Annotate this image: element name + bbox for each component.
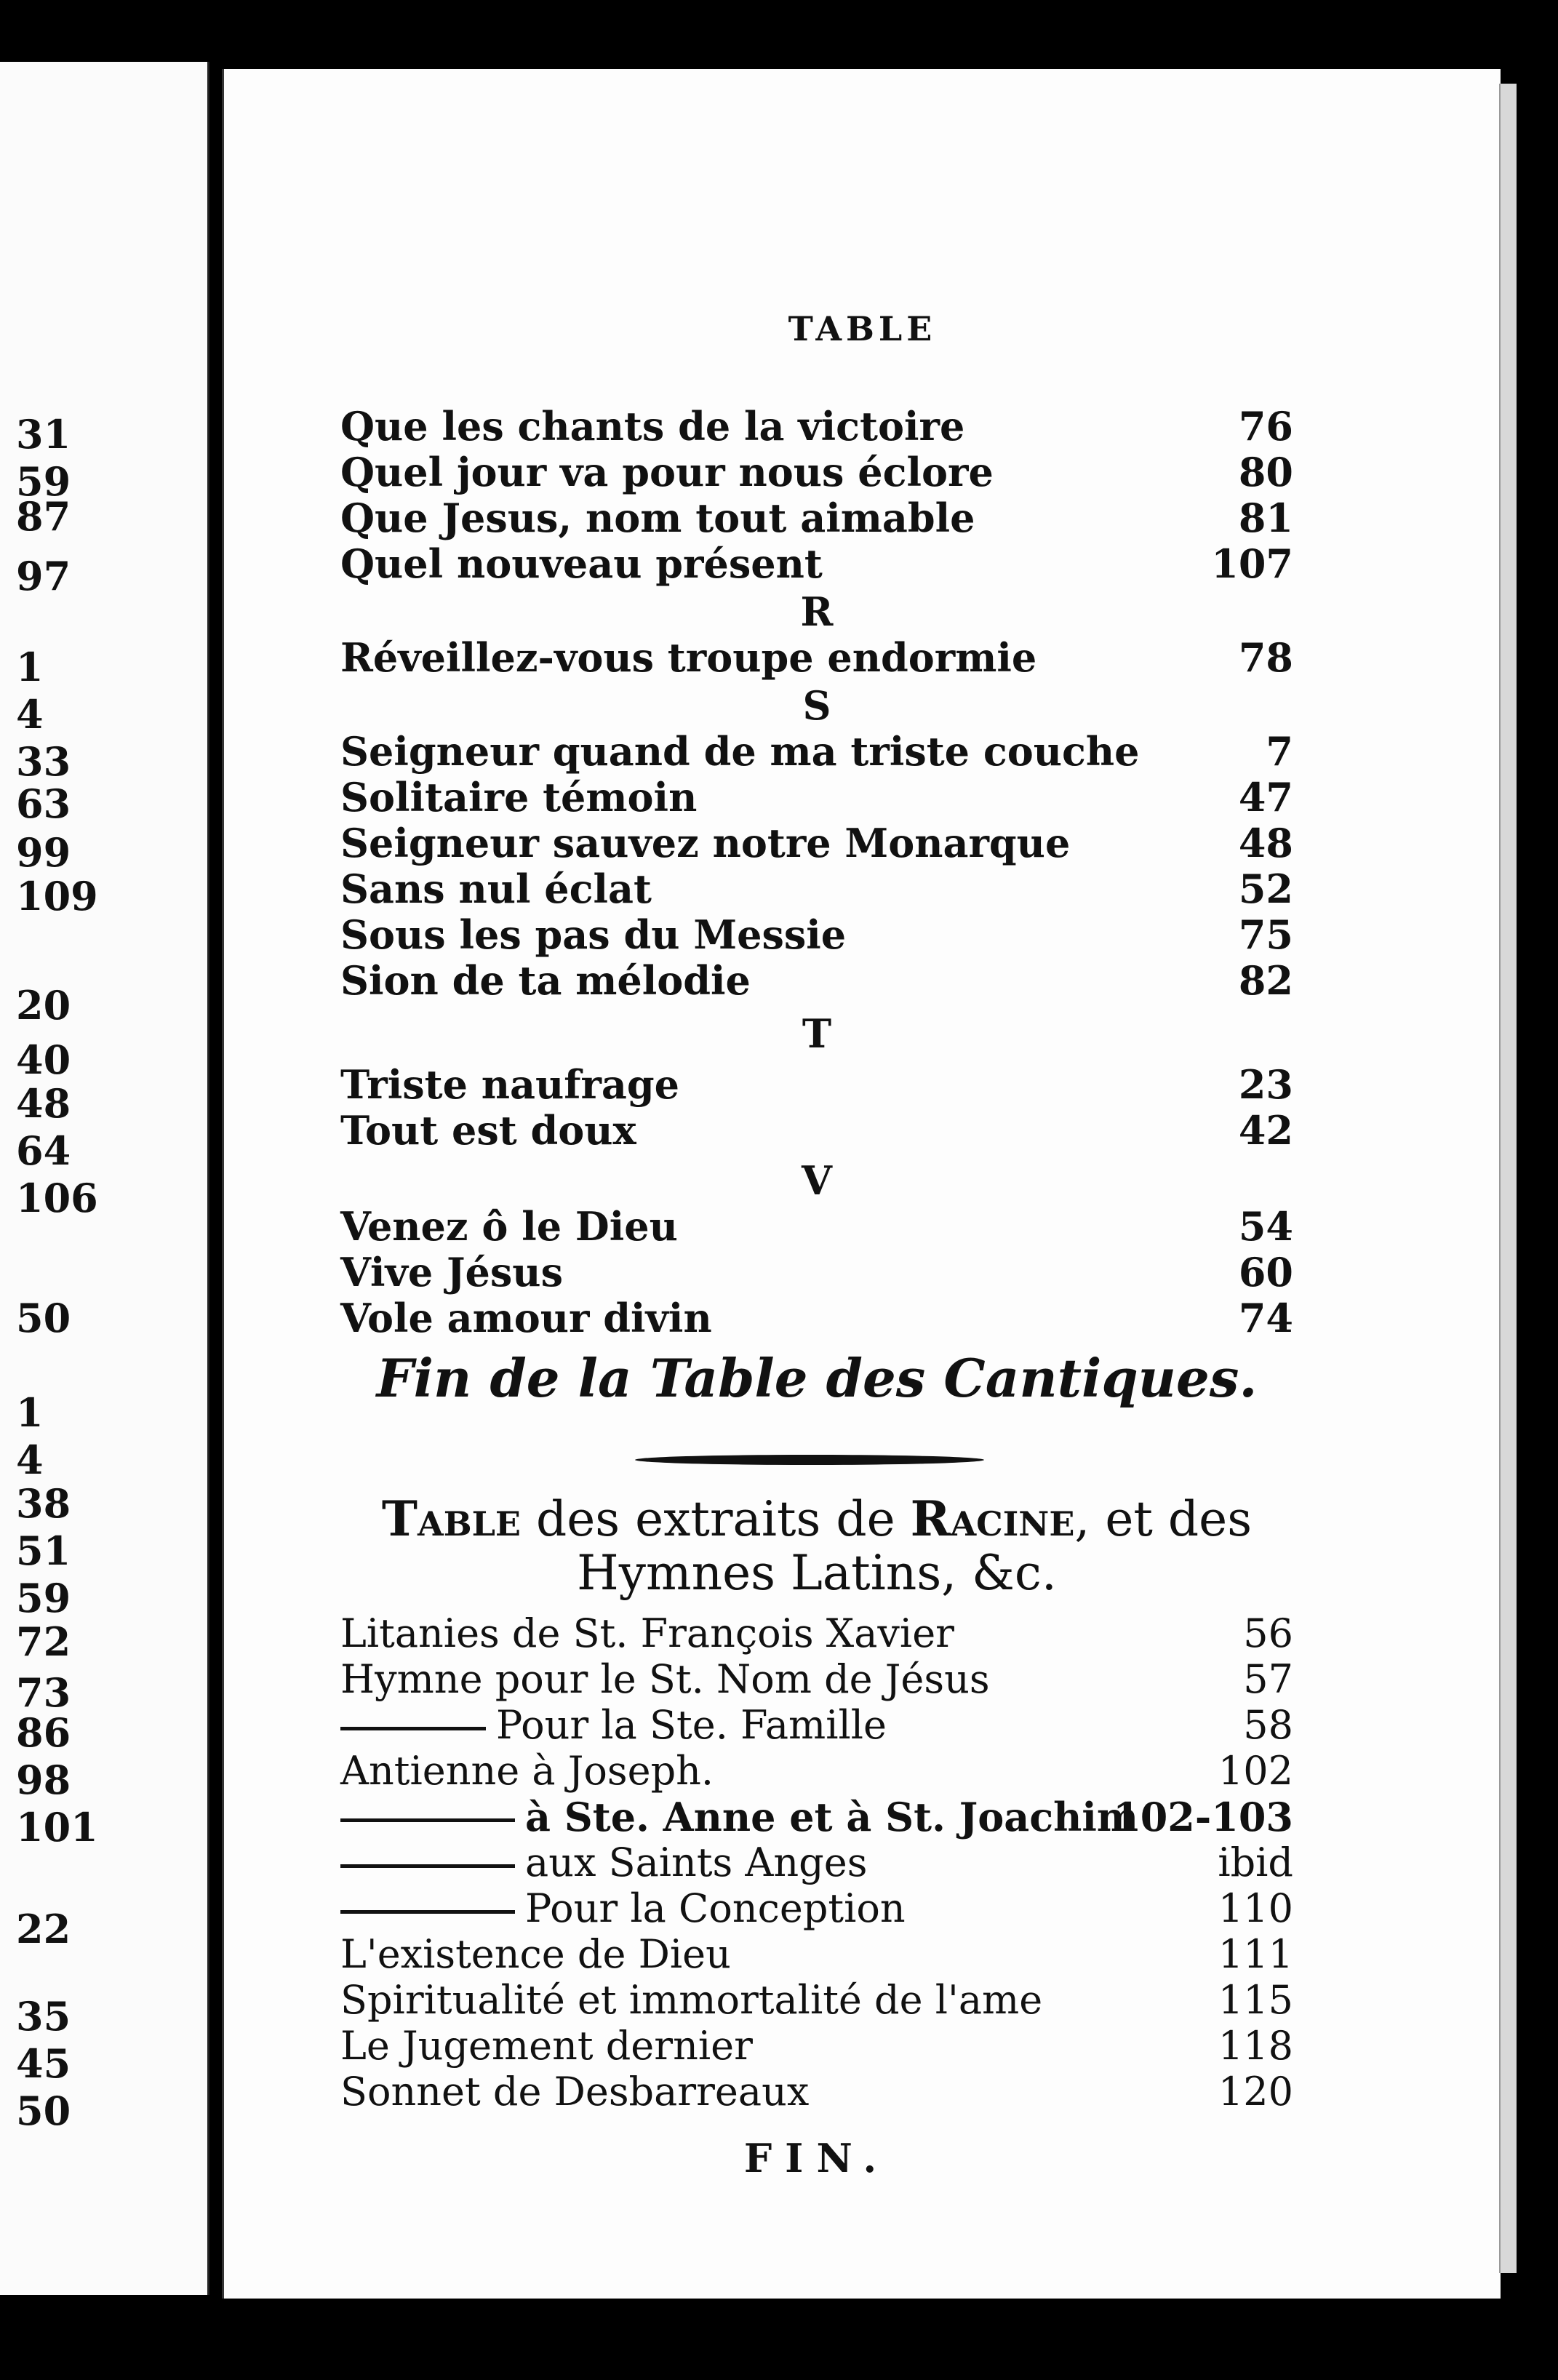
section-letter: V: [802, 1157, 832, 1204]
entry-page: 120: [1218, 2069, 1293, 2115]
entry-text: à Ste. Anne et à St. Joachim: [525, 1794, 1139, 1840]
entry-row: [340, 1794, 1293, 1840]
section-letter: S: [802, 682, 831, 729]
entry-row: [340, 404, 1293, 449]
entry-row: [340, 541, 1293, 586]
entry-title: Sans nul éclat: [340, 866, 652, 912]
entry-title: Hymne pour le St. Nom de Jésus: [340, 1656, 990, 1702]
entry-row: [340, 1295, 1293, 1341]
left-page: [0, 62, 209, 2295]
left-page-number: 87: [16, 493, 71, 540]
left-page-number: 50: [16, 1295, 71, 1341]
left-page-number: 20: [16, 982, 71, 1029]
entry-title: Venez ô le Dieu: [340, 1203, 678, 1250]
entry-page: 81: [1238, 495, 1293, 541]
entry-page: 107: [1211, 540, 1293, 587]
ditto-dash: [340, 1864, 515, 1868]
entry-row: [340, 495, 1293, 540]
entry-page: 102: [1218, 1748, 1293, 1794]
second-table-title: [340, 1491, 1293, 1547]
entry-title: Sous les pas du Messie: [340, 911, 847, 958]
entry-row: [340, 635, 1293, 680]
entry-page: 74: [1238, 1295, 1293, 1341]
entry-page: ibid: [1218, 1840, 1293, 1885]
left-page-number: 33: [16, 738, 71, 785]
left-page-number: 59: [16, 1575, 71, 1621]
left-page-number: 97: [16, 553, 71, 599]
section-letter: R: [800, 588, 834, 635]
left-page-number: 38: [16, 1480, 71, 1527]
entry-row: [340, 1204, 1293, 1249]
entry-page: 58: [1243, 1702, 1293, 1748]
entry-title: Sion de ta mélodie: [340, 957, 751, 1004]
entry-row: [340, 450, 1293, 495]
entry-title: Le Jugement dernier: [340, 2023, 753, 2069]
entry-page: 52: [1238, 866, 1293, 912]
entry-row: [340, 729, 1293, 774]
entry-row: [340, 775, 1293, 820]
entry-title: [340, 1703, 887, 1748]
entry-row: [340, 1108, 1293, 1153]
entry-row: [340, 2069, 1293, 2115]
second-table-title-line2: Hymnes Latins, &c.: [577, 1545, 1057, 1601]
left-page-number: 101: [16, 1804, 98, 1850]
entry-row: [340, 820, 1293, 866]
entry-title: Antienne à Joseph.: [340, 1748, 714, 1794]
entry-title: Quel nouveau présent: [340, 540, 823, 587]
entry-page: 75: [1238, 911, 1293, 958]
title-name: Racine: [910, 1490, 1075, 1547]
table-header: TABLE: [788, 309, 937, 348]
entry-row: [340, 1978, 1293, 2023]
entry-title: Réveillez-vous troupe endormie: [340, 634, 1037, 681]
entry-row: [340, 1657, 1293, 1702]
entry-title: Solitaire témoin: [340, 774, 698, 820]
fin-label: FIN.: [743, 2135, 890, 2181]
left-page-number: 86: [16, 1709, 71, 1756]
title-lead: Table: [381, 1490, 521, 1547]
entry-page: 110: [1218, 1885, 1293, 1931]
entry-title: Spiritualité et immortalité de l'ame: [340, 1977, 1043, 2023]
entry-title: Que les chants de la victoire: [340, 403, 965, 450]
ditto-dash: [340, 1727, 486, 1730]
entry-row: [340, 912, 1293, 957]
left-page-number: 40: [16, 1037, 71, 1083]
entry-title: Quel jour va pour nous éclore: [340, 449, 994, 495]
entry-title: Vive Jésus: [340, 1249, 563, 1295]
entry-text: Pour la Conception: [525, 1885, 906, 1931]
entry-row: [340, 1749, 1293, 1794]
entry-page: 48: [1238, 820, 1293, 866]
entry-page: 42: [1238, 1107, 1293, 1154]
entry-text: Pour la Ste. Famille: [496, 1702, 887, 1748]
entry-page: 54: [1238, 1203, 1293, 1250]
entry-row: [340, 1062, 1293, 1107]
left-page-number: 35: [16, 1993, 71, 2040]
ditto-dash: [340, 1818, 515, 1822]
entry-title: Tout est doux: [340, 1107, 636, 1154]
left-page-number: 63: [16, 780, 71, 827]
entry-page: 57: [1243, 1656, 1293, 1702]
entry-title: Vole amour divin: [340, 1295, 712, 1341]
left-page-number: 73: [16, 1669, 71, 1716]
entry-page: 82: [1238, 957, 1293, 1004]
entry-title: [340, 1886, 906, 1931]
entry-row: [340, 1611, 1293, 1656]
entry-row: [340, 958, 1293, 1003]
entry-title: Que Jesus, nom tout aimable: [340, 495, 975, 541]
entry-title: Seigneur sauvez notre Monarque: [340, 820, 1071, 866]
left-page-number: 109: [16, 873, 98, 919]
entry-title: Litanies de St. François Xavier: [340, 1610, 954, 1656]
left-page-number: 48: [16, 1080, 71, 1127]
left-page-number: 64: [16, 1127, 71, 1174]
entry-title: [340, 1794, 1138, 1840]
entry-page: 80: [1238, 449, 1293, 495]
entry-page: 118: [1218, 2023, 1293, 2069]
left-page-number: 1: [16, 1389, 44, 1436]
entry-row: [340, 1886, 1293, 1931]
left-page-number: 22: [16, 1906, 71, 1952]
left-page-number: 31: [16, 411, 71, 458]
left-page-number: 4: [16, 1437, 44, 1483]
entry-row: [340, 2024, 1293, 2069]
section-divider: [635, 1455, 984, 1465]
title-end: , et des: [1074, 1491, 1253, 1547]
left-page-number: 99: [16, 829, 71, 876]
section-letter: T: [802, 1010, 832, 1057]
ditto-dash: [340, 1910, 515, 1914]
entry-text: aux Saints Anges: [525, 1840, 868, 1885]
left-page-number: 50: [16, 2088, 71, 2134]
left-page-number: 98: [16, 1757, 71, 1803]
entry-title: Seigneur quand de ma triste couche: [340, 728, 1140, 775]
left-page-number: 106: [16, 1175, 98, 1221]
left-page-number: 1: [16, 644, 44, 690]
entry-page: 56: [1243, 1610, 1293, 1656]
entry-row: [340, 1250, 1293, 1295]
left-page-number: 72: [16, 1618, 71, 1665]
left-page-number: 51: [16, 1528, 71, 1574]
entry-page: 23: [1238, 1061, 1293, 1108]
entry-title: Sonnet de Desbarreaux: [340, 2069, 810, 2115]
entry-page: 7: [1266, 728, 1293, 775]
entry-page: 111: [1218, 1931, 1293, 1977]
entry-page: 102-103: [1113, 1794, 1293, 1840]
right-page: [222, 69, 1501, 2299]
entry-title: [340, 1840, 867, 1885]
entry-page: 78: [1238, 634, 1293, 681]
title-mid: des extraits de: [521, 1491, 911, 1547]
left-page-number: 59: [16, 458, 71, 505]
entry-row: [340, 1703, 1293, 1748]
entry-page: 60: [1238, 1249, 1293, 1295]
left-page-number: 45: [16, 2040, 71, 2087]
left-page-number: 4: [16, 691, 44, 738]
entry-page: 115: [1218, 1977, 1293, 2023]
entry-title: Triste naufrage: [340, 1061, 680, 1108]
entry-title: L'existence de Dieu: [340, 1931, 731, 1977]
entry-row: [340, 1840, 1293, 1885]
entry-row: [340, 866, 1293, 911]
entry-page: 47: [1238, 774, 1293, 820]
entry-row: [340, 1932, 1293, 1977]
end-of-canticles-table: Fin de la Table des Cantiques.: [376, 1347, 1258, 1409]
entry-page: 76: [1238, 403, 1293, 450]
